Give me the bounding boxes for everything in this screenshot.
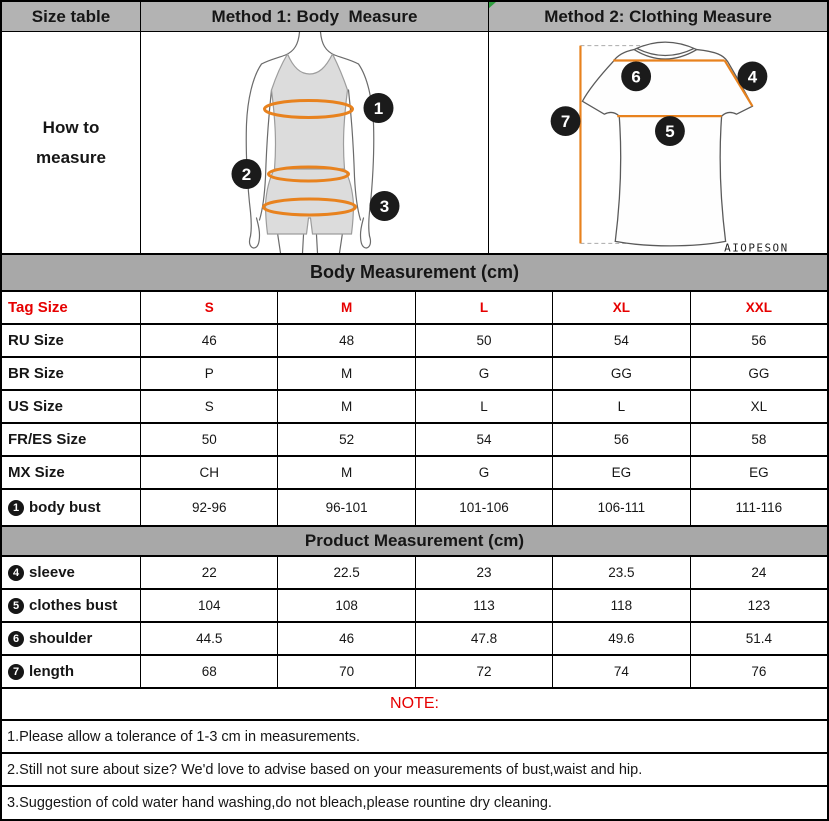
table-row-length: [2, 656, 827, 689]
table-row-shoulder: [2, 623, 827, 656]
value-cell: 23.5: [553, 557, 690, 588]
row-label: 1 body bust: [2, 490, 141, 525]
value-cell: 104: [141, 590, 278, 621]
value-cell: XL: [750, 399, 768, 414]
size-col-header: XL: [553, 292, 690, 323]
row-label: Tag Size: [2, 292, 141, 323]
value-cell: 70: [278, 656, 415, 687]
method2-header: [489, 2, 827, 31]
table-row-body-bust: [2, 490, 827, 527]
table-row-sleeve: [2, 557, 827, 590]
how-to-measure-label: [2, 32, 141, 253]
row-label: FR/ES Size: [2, 424, 141, 455]
value-cell: 50: [141, 424, 278, 455]
value-cell: 111-116: [735, 500, 783, 515]
table-row-ru: [2, 325, 827, 358]
marker-5-label: 5: [665, 122, 675, 142]
value-cell: 123: [747, 598, 771, 613]
value-cell: 56: [553, 424, 690, 455]
value-cell: CH: [141, 457, 278, 488]
marker-6-label: 6: [631, 67, 641, 87]
value-cell: G: [416, 457, 553, 488]
marker-badge: 1: [8, 500, 24, 516]
row-label: BR Size: [2, 358, 141, 389]
body-measure-illustration: [141, 32, 489, 253]
size-col-header: M: [278, 292, 415, 323]
value-cell: 54: [553, 325, 690, 356]
tank-top-shape: [272, 54, 348, 169]
value-cell: 68: [141, 656, 278, 687]
body-figure-graphic: [141, 32, 488, 253]
marker-4-label: 4: [747, 67, 758, 87]
value-cell: S: [141, 391, 278, 422]
value-cell: 23: [416, 557, 553, 588]
note-item-2: 2.Still not sure about size? We'd love to advise based on your measurements of bust,waist and hip.: [2, 754, 827, 787]
size-col-header: S: [141, 292, 278, 323]
row-label: MX Size: [2, 457, 141, 488]
how-to-line1: How to: [42, 118, 100, 137]
value-cell: 49.6: [553, 623, 690, 654]
value-cell: L: [553, 391, 690, 422]
illustration-row: [2, 32, 827, 255]
value-cell: 54: [416, 424, 553, 455]
value-cell: 46: [141, 325, 278, 356]
how-to-line2: measure: [36, 147, 106, 167]
note-item-1: 1.Please allow a tolerance of 1-3 cm in measurements.: [2, 721, 827, 754]
value-cell: M: [278, 457, 415, 488]
table-row-clothes-bust: [2, 590, 827, 623]
value-cell: 74: [553, 656, 690, 687]
value-cell: 52: [278, 424, 415, 455]
value-cell: M: [278, 391, 415, 422]
value-cell: 22.5: [278, 557, 415, 588]
marker-3-label: 3: [379, 197, 390, 216]
row-label: RU Size: [2, 325, 141, 356]
green-flag-icon: [489, 2, 496, 9]
brand-watermark: AIOPESON: [724, 241, 789, 253]
row-label: 5 clothes bust: [2, 590, 141, 621]
value-cell: 46: [278, 623, 415, 654]
value-cell: 47.8: [416, 623, 553, 654]
table-row-br: [2, 358, 827, 391]
value-cell: 50: [416, 325, 553, 356]
value-cell: EG: [749, 465, 769, 480]
value-cell: 48: [278, 325, 415, 356]
value-cell: 101-106: [416, 490, 553, 525]
table-row-us: [2, 391, 827, 424]
method1-header: Method 1: Body Measure: [141, 2, 489, 31]
row-label: 6 shoulder: [2, 623, 141, 654]
row-label: 7 length: [2, 656, 141, 687]
table-row-mx: [2, 457, 827, 490]
marker-badge: 6: [8, 631, 24, 647]
body-measurement-band: Body Measurement (cm): [2, 255, 827, 292]
value-cell: G: [416, 358, 553, 389]
size-col-header: XXL: [745, 300, 772, 315]
top-header-row: [2, 2, 827, 32]
marker-1-label: 1: [373, 99, 384, 118]
table-row-fres: [2, 424, 827, 457]
tag-size-row: [2, 292, 827, 325]
value-cell: EG: [553, 457, 690, 488]
marker-badge: 5: [8, 598, 24, 614]
value-cell: GG: [748, 366, 770, 381]
value-cell: 113: [416, 590, 553, 621]
marker-2-label: 2: [241, 165, 252, 184]
value-cell: 58: [751, 432, 767, 447]
value-cell: 108: [278, 590, 415, 621]
marker-7-label: 7: [560, 112, 571, 132]
product-measurement-band: Product Measurement (cm): [2, 527, 827, 557]
value-cell: L: [416, 391, 553, 422]
tshirt-graphic: [489, 32, 827, 253]
value-cell: 118: [553, 590, 690, 621]
value-cell: 51.4: [745, 631, 772, 646]
value-cell: 106-111: [553, 490, 690, 525]
value-cell: 92-96: [141, 490, 278, 525]
method2-header-label: Method 2: Clothing Measure: [544, 6, 772, 26]
note-title: NOTE:: [2, 689, 827, 721]
row-label: 4 sleeve: [2, 557, 141, 588]
value-cell: 56: [751, 333, 767, 348]
value-cell: 22: [141, 557, 278, 588]
size-table-title: Size table: [2, 2, 141, 31]
value-cell: 96-101: [278, 490, 415, 525]
value-cell: GG: [553, 358, 690, 389]
marker-badge: 7: [8, 664, 24, 680]
value-cell: P: [141, 358, 278, 389]
value-cell: 44.5: [141, 623, 278, 654]
value-cell: 72: [416, 656, 553, 687]
clothing-measure-illustration: [489, 32, 827, 253]
size-col-header: L: [416, 292, 553, 323]
value-cell: 24: [751, 565, 767, 580]
value-cell: 76: [751, 664, 767, 679]
value-cell: M: [278, 358, 415, 389]
row-label: US Size: [2, 391, 141, 422]
note-item-3: 3.Suggestion of cold water hand washing,do not bleach,please rountine dry cleaning.: [7, 795, 552, 811]
marker-badge: 4: [8, 565, 24, 581]
